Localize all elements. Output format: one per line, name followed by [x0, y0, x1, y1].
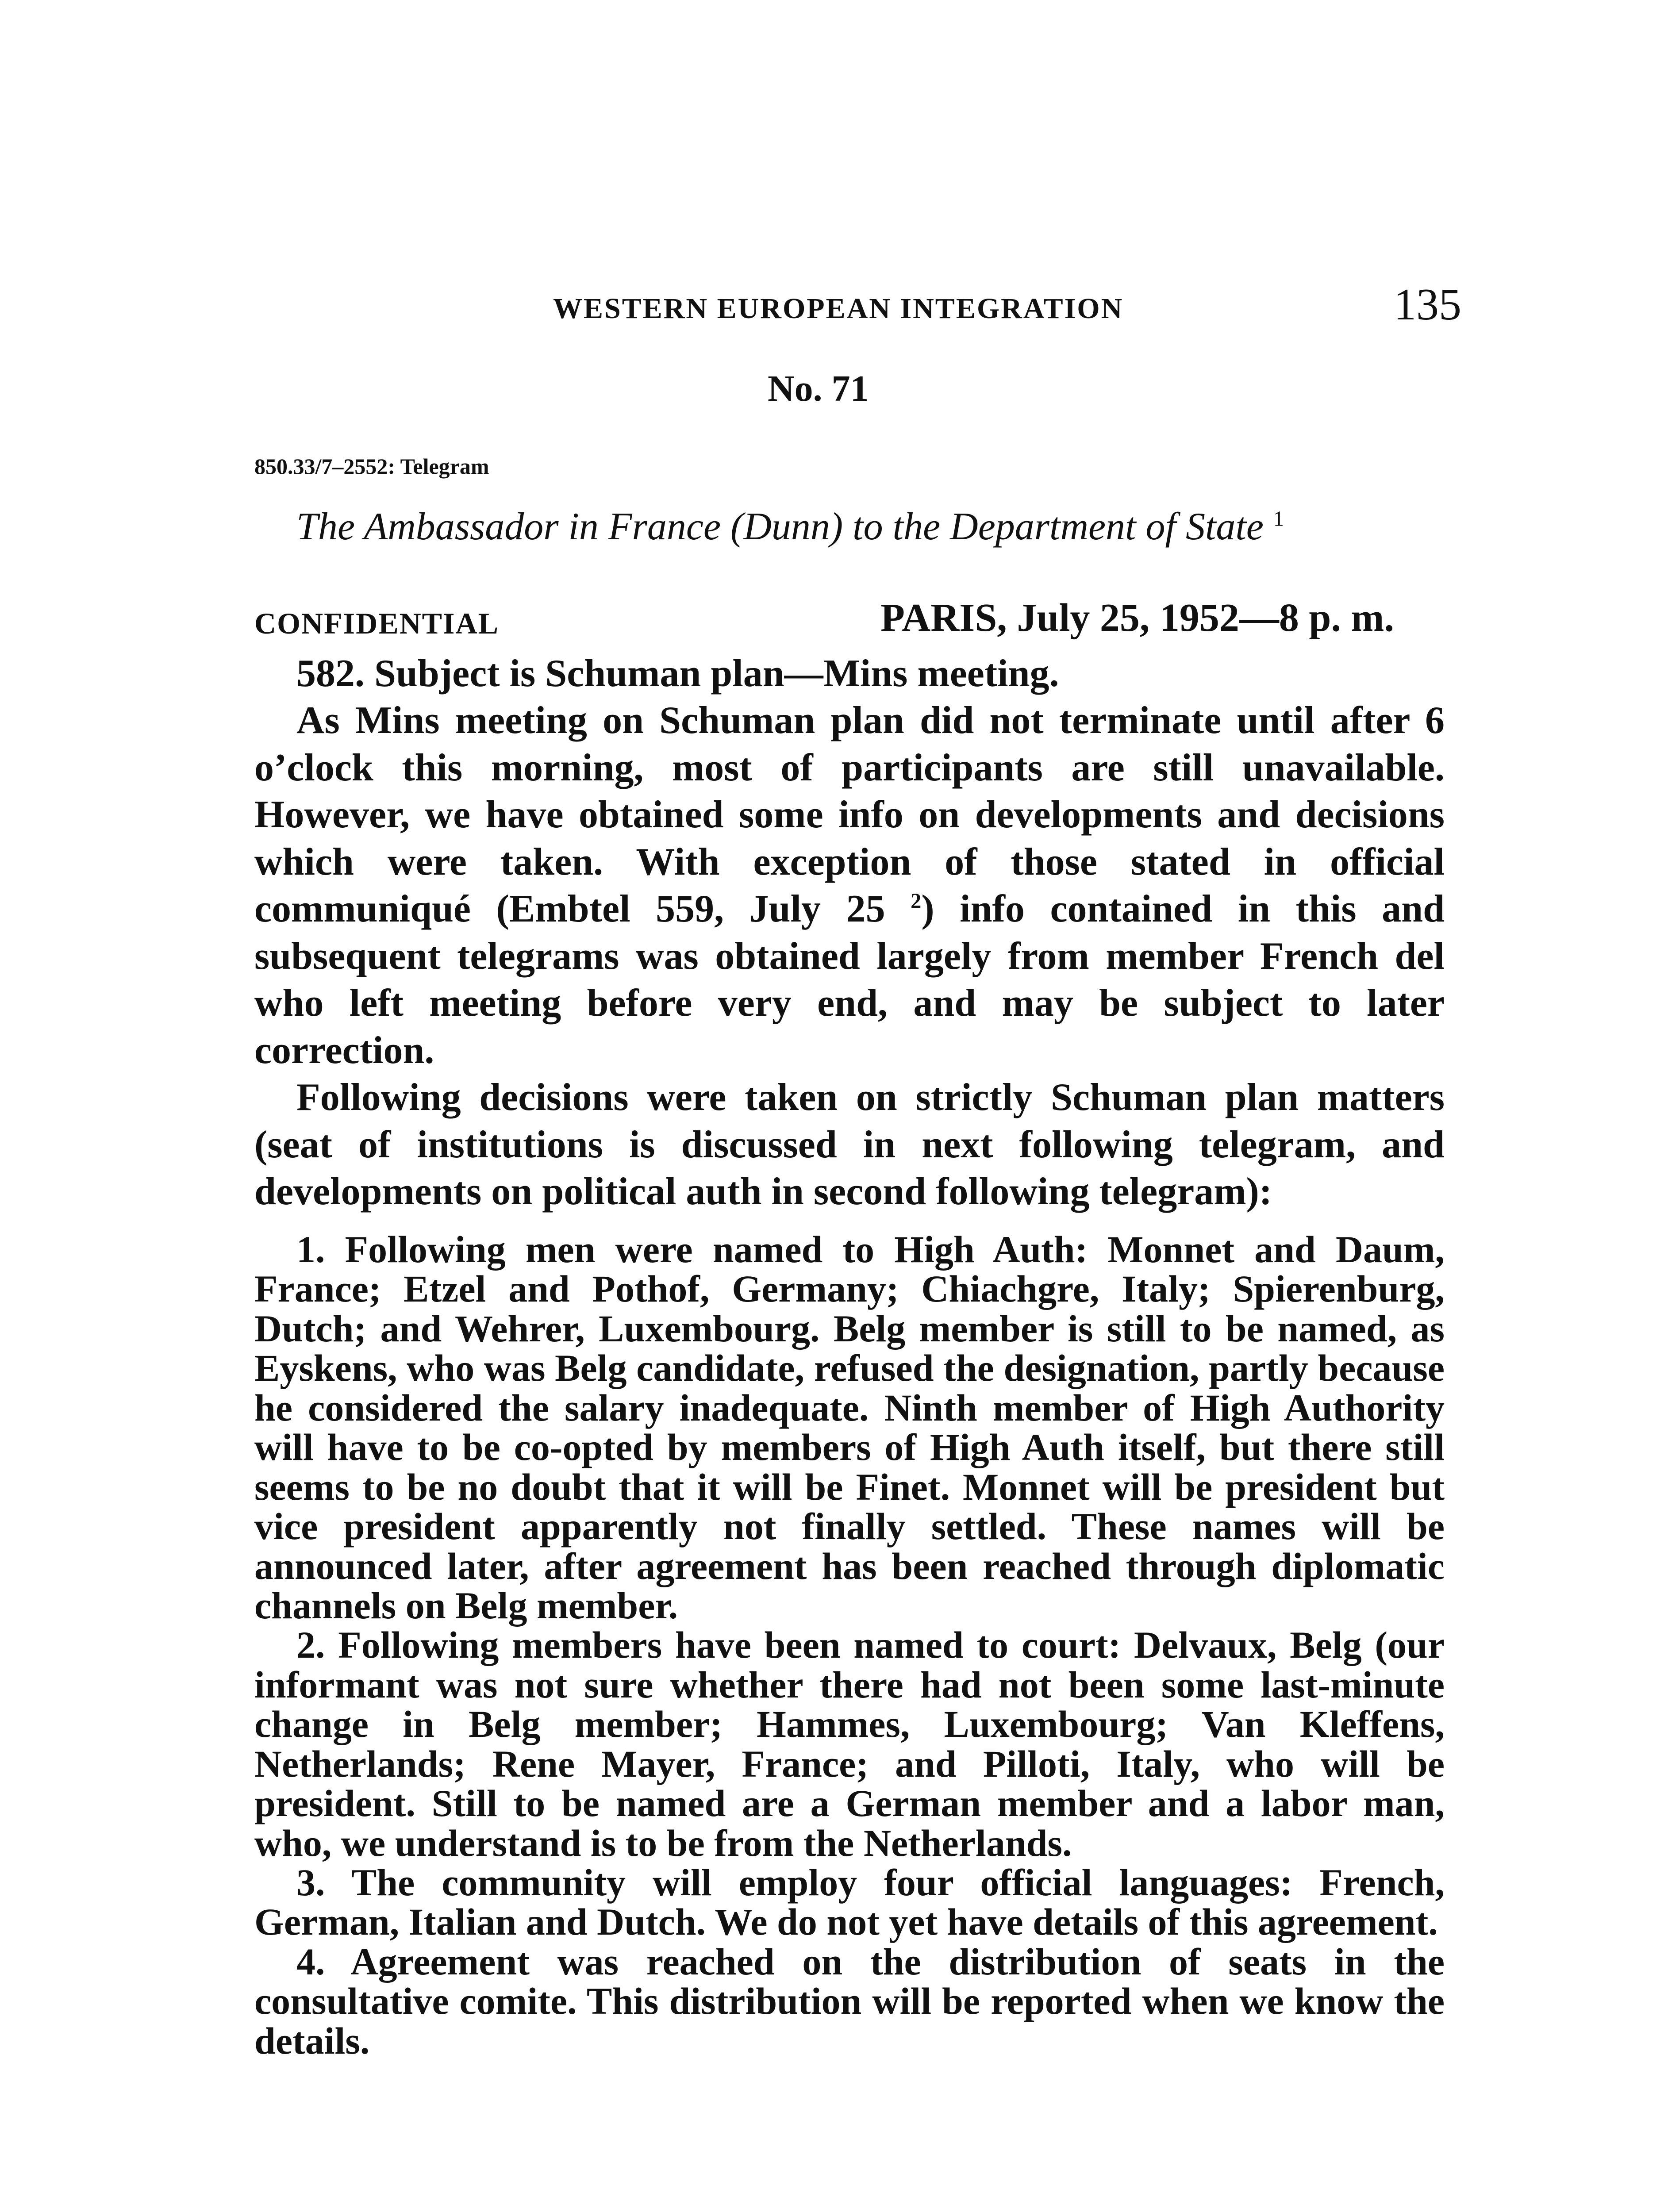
body-paragraph — [254, 697, 1445, 1074]
classification-label: CONFIDENTIAL — [254, 607, 499, 640]
numbered-item: 1. Following men were named to High Auth: Monnet and Daum, France; Etzel and Pothof, Germany; Chiachgre, Italy; Spierenburg, Dutch; and Wehrer, Luxembourg. Belg member is still to be named, as Eyskens, who was Belg candidate, refused the designation, partly because he considered the salary inadequate. Ninth member of High Authority will have to be co-opted by members of High Auth itself, but there still seems to be no doubt that it will be Finet. Monnet will be president but vice president apparently not finally settled. These names will be announced later, after agreement has been reached through diplomatic channels on Belg member. — [254, 1228, 1445, 1627]
document-title — [296, 504, 1284, 549]
document-title-text: The Ambassador in France (Dunn) to the Department of State — [296, 505, 1264, 548]
numbered-item: 2. Following members have been named to court: Delvaux, Belg (our informant was not sure whether there had not been some last-minute change in Belg member; Hammes, Luxembourg; Van Kleffens, Netherlands; Rene Mayer, France; and Pilloti, Italy, who will be president. Still to be named are a German member and a labor man, who, we understand is to be from the Netherlands. — [254, 1624, 1445, 1864]
page-number: 135 — [1394, 280, 1461, 330]
file-reference: 850.33/7–2552: Telegram — [254, 454, 489, 479]
document-number: No. 71 — [768, 368, 869, 409]
body-paragraph: 582. Subject is Schuman plan—Mins meeting. — [296, 652, 1059, 695]
footnote-marker: 2 — [911, 890, 922, 914]
running-head: WESTERN EUROPEAN INTEGRATION — [553, 292, 1124, 325]
body-paragraph-text: As Mins meeting on Schuman plan did not terminate until after 6 o’clock this morning, most of participants are still unavailable. However, we have obtained some info on developments and decisions which were taken. With exception of those stated in official communiqué (Embtel 559, July 25 — [254, 699, 1445, 931]
telegram-body — [254, 650, 1445, 1216]
dateline: PARIS, July 25, 1952—8 p. m. — [880, 596, 1394, 640]
body-paragraph-text: ) info contained in this and subsequent telegrams was obtained largely from member French del who left meeting before very end, and may be subject to later correction. — [254, 887, 1445, 1072]
numbered-item: 4. Agreement was reached on the distribution of seats in the consultative comite. This distribution will be reported when we know the details. — [254, 1940, 1445, 2062]
numbered-item: 3. The community will employ four official languages: French, German, Italian and Dutch. We do not yet have details of this agreement. — [254, 1861, 1445, 1943]
footnote-marker: 1 — [1273, 507, 1284, 531]
numbered-decisions — [254, 1230, 1445, 2061]
body-paragraph: Following decisions were taken on strictly Schuman plan matters (seat of institutions is discussed in next following telegram, and developments on political auth in second following telegram): — [254, 1076, 1445, 1214]
